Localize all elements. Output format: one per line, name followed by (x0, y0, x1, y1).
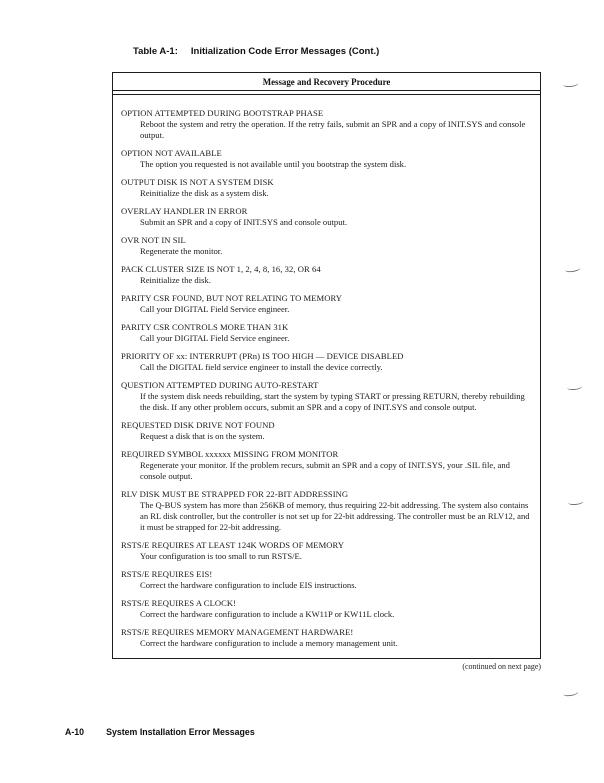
recovery-procedure-text: If the system disk needs rebuilding, start the system by typing START or pressing RETURN, thereby rebuilding the disk. If any other problem occurs, submit an SPR and a copy of INIT.SYS and console output. (140, 391, 525, 412)
error-message-text: OPTION NOT AVAILABLE (121, 148, 222, 158)
recovery-procedure-text: Correct the hardware configuration to include a KW11P or KW11L clock. (140, 609, 395, 619)
page-footer (65, 727, 255, 737)
recovery-procedure-text: Reinitialize the disk. (140, 275, 211, 285)
table-row (121, 206, 531, 228)
error-message-text: QUESTION ATTEMPTED DURING AUTO-RESTART (121, 380, 319, 390)
error-message-text: OPTION ATTEMPTED DURING BOOTSTRAP PHASE (121, 108, 324, 118)
scan-curl-mark (565, 265, 581, 273)
table-row (121, 148, 531, 170)
table-row (121, 569, 531, 591)
error-message-text: OVR NOT IN SIL (121, 235, 186, 245)
table-region (112, 72, 541, 671)
table-row (121, 627, 531, 649)
error-message-text: PARITY CSR CONTROLS MORE THAN 31K (121, 322, 289, 332)
recovery-procedure-text: Request a disk that is on the system. (140, 431, 265, 441)
table-row (121, 380, 531, 413)
table-caption-title: Initialization Code Error Messages (Cont.) (190, 46, 380, 57)
recovery-procedure-text: Correct the hardware configuration to include EIS instructions. (140, 580, 357, 590)
table-row (121, 540, 531, 562)
error-message-text: REQUESTED DISK DRIVE NOT FOUND (121, 420, 275, 430)
error-message-text: RSTS/E REQUIRES A CLOCK! (121, 598, 237, 608)
table-caption (133, 46, 379, 57)
scan-curl-mark (563, 80, 578, 87)
recovery-procedure-text: Submit an SPR and a copy of INIT.SYS and console output. (140, 217, 348, 227)
recovery-procedure-text: Call your DIGITAL Field Service engineer. (140, 304, 290, 314)
table-row (121, 351, 531, 373)
error-message-text: OUTPUT DISK IS NOT A SYSTEM DISK (121, 177, 274, 187)
scan-curl-mark (563, 689, 579, 697)
error-message-text: RLV DISK MUST BE STRAPPED FOR 22-BIT ADDRESSING (121, 489, 349, 499)
recovery-procedure-text: Regenerate your monitor. If the problem recurs, submit an SPR and a copy of INIT.SYS, your .SIL file, and console output. (140, 460, 510, 481)
error-message-text: REQUIRED SYMBOL xxxxxx MISSING FROM MONITOR (121, 449, 339, 459)
table-row (121, 264, 531, 286)
recovery-procedure-text: Call your DIGITAL Field Service engineer. (140, 333, 290, 343)
table-row (121, 322, 531, 344)
error-message-text: OVERLAY HANDLER IN ERROR (121, 206, 248, 216)
scan-curl-mark (567, 383, 583, 391)
error-message-text: RSTS/E REQUIRES EIS! (121, 569, 213, 579)
error-message-text: RSTS/E REQUIRES MEMORY MANAGEMENT HARDWARE! (121, 627, 354, 637)
page-number: A-10 (65, 727, 85, 737)
table-row (121, 177, 531, 199)
recovery-procedure-text: Regenerate the monitor. (140, 246, 223, 256)
continuation-note: (continued on next page) (462, 662, 541, 671)
error-message-text: PARITY CSR FOUND, BUT NOT RELATING TO MEMORY (121, 293, 343, 303)
footer-title: System Installation Error Messages (106, 727, 255, 737)
recovery-procedure-text: Reboot the system and retry the operation. If the retry fails, submit an SPR and a copy of INIT.SYS and console output. (140, 119, 526, 140)
table-row (121, 235, 531, 257)
error-message-text: PACK CLUSTER SIZE IS NOT 1, 2, 4, 8, 16, 32, OR 64 (121, 264, 321, 274)
error-message-text: RSTS/E REQUIRES AT LEAST 124K WORDS OF MEMORY (121, 540, 345, 550)
table-row (121, 108, 531, 141)
table-row (121, 489, 531, 533)
recovery-procedure-text: Call the DIGITAL field service engineer to install the device correctly. (140, 362, 383, 372)
recovery-procedure-text: The option you requested is not available until you bootstrap the system disk. (140, 159, 407, 169)
recovery-procedure-text: Correct the hardware configuration to include a memory management unit. (140, 638, 398, 648)
table-row (121, 449, 531, 482)
table-caption-label: Table A-1: (133, 46, 178, 57)
error-message-table (112, 72, 541, 659)
table-header-label: Message and Recovery Procedure (262, 77, 391, 87)
table-body (113, 95, 540, 658)
recovery-procedure-text: Your configuration is too small to run RSTS/E. (140, 551, 302, 561)
error-message-text: PRIORITY OF xx: INTERRUPT (PRn) IS TOO HIGH — DEVICE DISABLED (121, 351, 404, 361)
scan-curl-mark (568, 498, 583, 505)
table-column-header (113, 73, 540, 91)
table-row (121, 420, 531, 442)
recovery-procedure-text: Reinitialize the disk as a system disk. (140, 188, 269, 198)
recovery-procedure-text: The Q-BUS system has more than 256KB of memory, thus requiring 22-bit addressing. The system also contains an RL disk controller, but the controller is not set up for 22-bit addressing. The controller must be an RLV12, and it must be strapped for 22-bit addressing. (140, 500, 530, 532)
table-row (121, 293, 531, 315)
table-row (121, 598, 531, 620)
